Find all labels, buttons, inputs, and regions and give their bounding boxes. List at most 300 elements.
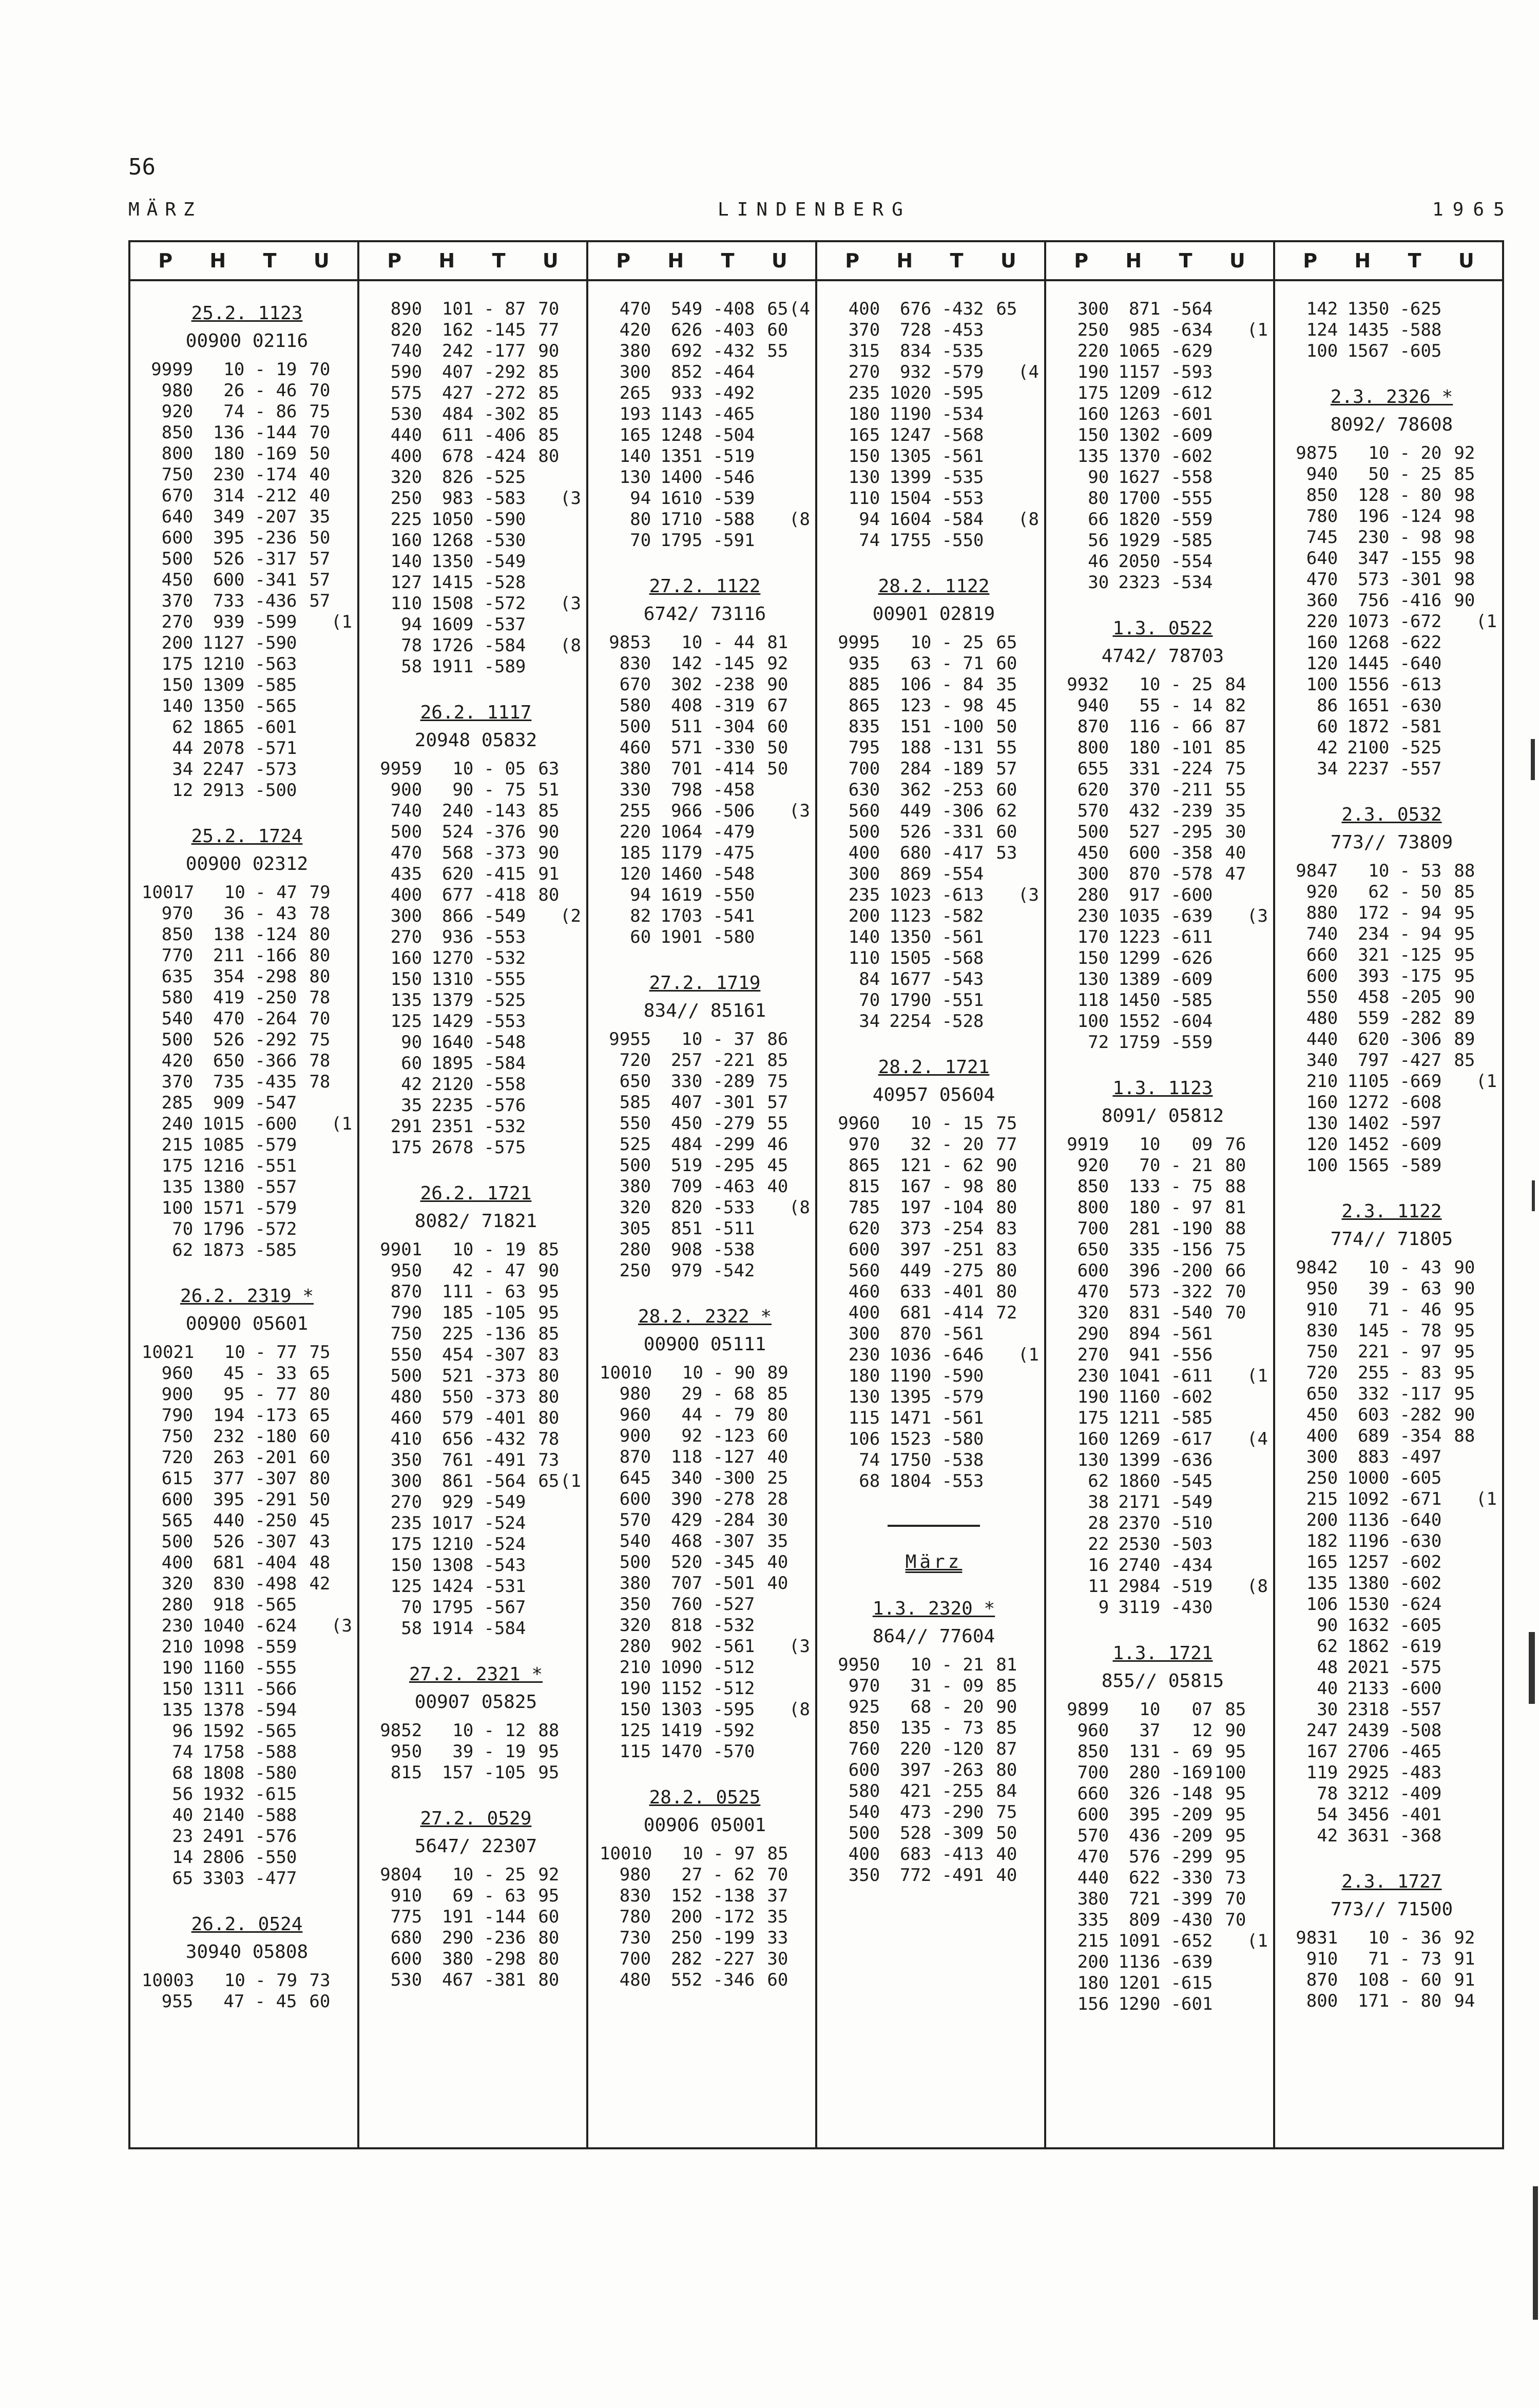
data-row — [1286, 966, 1497, 987]
height-value: 250 — [670, 1928, 703, 1948]
height-value: 2318 — [1347, 1699, 1390, 1720]
humidity-value: 70 — [309, 1008, 331, 1029]
height-value: 1017 — [431, 1513, 474, 1533]
pressure-value: 600 — [161, 1489, 194, 1510]
pressure-value: 800 — [1077, 737, 1109, 758]
pressure-value: 74 — [859, 530, 880, 551]
pressure-value: 124 — [1306, 320, 1338, 340]
humidity-value: 95 — [1454, 945, 1475, 965]
height-value: 871 — [1128, 299, 1161, 319]
data-row — [829, 1260, 1039, 1281]
height-value: 1023 — [889, 885, 932, 905]
pressure-value: 300 — [390, 906, 422, 926]
height-value: 797 — [1357, 1050, 1390, 1071]
temperature-value: -671 — [1399, 1489, 1442, 1509]
note-value: (3 — [560, 593, 582, 614]
temperature-value: -535 — [941, 341, 984, 361]
height-value: 47 — [223, 1991, 245, 2012]
pressure-value: 865 — [848, 1155, 880, 1176]
note-value — [330, 443, 352, 464]
pressure-value: 23 — [172, 1826, 194, 1847]
note-value — [1017, 530, 1039, 551]
humidity-value: 57 — [309, 591, 331, 611]
note-value — [330, 1574, 352, 1595]
pressure-value: 400 — [848, 1844, 880, 1865]
temperature-value: -605 — [1399, 1468, 1442, 1488]
data-row — [371, 1534, 581, 1555]
pressure-value: 350 — [619, 1594, 651, 1615]
temperature-value: -559 — [1170, 1032, 1213, 1053]
humidity-value — [755, 467, 788, 488]
temperature-value: - 86 — [255, 401, 297, 422]
note-value — [330, 945, 352, 966]
humidity-value — [297, 1198, 330, 1219]
temperature-value: -307 — [713, 1531, 755, 1551]
note-value — [1475, 1447, 1497, 1468]
height-value: 1865 — [202, 717, 245, 737]
height-value: 678 — [441, 446, 474, 467]
pressure-value: 235 — [390, 1513, 422, 1533]
height-value: 626 — [670, 320, 703, 340]
temperature-value: - 20 — [941, 1697, 984, 1717]
humidity-value — [526, 509, 559, 530]
note-value — [330, 987, 352, 1008]
note-value — [1475, 548, 1497, 569]
height-value: 330 — [670, 1071, 703, 1092]
note-value — [559, 1597, 581, 1618]
pressure-value: 300 — [848, 864, 880, 884]
height-value: 1523 — [889, 1429, 932, 1449]
sounding-code: 4742/ 78703 — [1101, 646, 1224, 667]
data-row — [1286, 569, 1497, 590]
temperature-value: -238 — [713, 674, 755, 695]
height-value: 10 — [1368, 861, 1390, 881]
note-value — [559, 843, 581, 864]
height-value: 622 — [1128, 1868, 1161, 1888]
data-row — [829, 1718, 1039, 1739]
height-value: 852 — [670, 362, 703, 382]
height-value: 1604 — [889, 509, 932, 530]
sounding-block — [1286, 385, 1497, 780]
temperature-value: -504 — [713, 425, 755, 445]
temperature-value: -639 — [1170, 1952, 1213, 1972]
temperature-value: -282 — [1399, 1008, 1442, 1028]
temperature-value: -512 — [713, 1657, 755, 1678]
pressure-value: 10010 — [600, 1363, 652, 1383]
data-row — [1057, 1597, 1268, 1618]
note-value — [1475, 590, 1497, 611]
temperature-value: -401 — [1399, 1804, 1442, 1825]
data-row — [371, 990, 581, 1011]
pressure-value: 480 — [1306, 1008, 1338, 1028]
height-value: 458 — [1357, 987, 1390, 1007]
humidity-value — [526, 1618, 559, 1639]
height-value: 108 — [1357, 1970, 1390, 1990]
humidity-value: 75 — [1225, 1239, 1246, 1260]
data-row — [1057, 1513, 1268, 1534]
note-value — [559, 1032, 581, 1053]
note-value — [559, 1928, 581, 1949]
temperature-value: -611 — [1170, 927, 1213, 947]
temperature-value: -138 — [713, 1886, 755, 1906]
data-row — [600, 509, 810, 530]
data-row — [1057, 1176, 1268, 1197]
height-value: 1269 — [1118, 1429, 1161, 1449]
height-value: 1270 — [431, 948, 474, 968]
data-row — [1286, 1134, 1497, 1155]
note-value — [559, 1260, 581, 1281]
pressure-value: 745 — [1306, 527, 1338, 548]
pressure-value: 730 — [619, 1928, 651, 1948]
note-value — [1017, 1239, 1039, 1260]
height-value: 354 — [213, 966, 245, 987]
height-value: 1450 — [1118, 990, 1161, 1011]
data-row — [142, 591, 352, 612]
pressure-value: 910 — [390, 1886, 422, 1906]
note-value — [1475, 1636, 1497, 1657]
height-value: 521 — [441, 1366, 474, 1386]
note-value — [1475, 716, 1497, 737]
temperature-value: -144 — [484, 1907, 526, 1927]
data-row — [142, 1531, 352, 1552]
height-value: 419 — [213, 987, 245, 1008]
temperature-value: -612 — [1170, 383, 1213, 403]
height-value: 2021 — [1347, 1657, 1390, 1678]
humidity-value — [1441, 1489, 1475, 1510]
data-row — [600, 1489, 810, 1510]
data-row — [142, 1030, 352, 1051]
height-value: 883 — [1357, 1447, 1390, 1467]
temperature-value: -528 — [941, 1011, 984, 1032]
note-value — [1246, 801, 1268, 822]
temperature-value: -532 — [713, 1615, 755, 1636]
temperature-value: -609 — [1170, 969, 1213, 989]
height-value: 550 — [441, 1387, 474, 1407]
humidity-value: 43 — [309, 1531, 331, 1552]
humidity-value: 51 — [538, 780, 560, 800]
temperature-value: -568 — [941, 948, 984, 968]
humidity-value — [297, 1721, 330, 1742]
note-value — [788, 1886, 810, 1907]
temperature-value: - 75 — [1170, 1176, 1213, 1197]
height-value: 929 — [441, 1492, 474, 1512]
pressure-value: 78 — [1317, 1783, 1338, 1804]
humidity-value — [526, 572, 559, 593]
note-value — [788, 1573, 810, 1594]
data-row — [829, 1176, 1039, 1197]
height-value: 2491 — [202, 1826, 245, 1847]
pressure-value: 74 — [172, 1742, 194, 1762]
data-row — [1286, 1804, 1497, 1826]
humidity-value — [984, 906, 1017, 927]
data-row — [371, 1720, 581, 1741]
note-value — [559, 1324, 581, 1345]
humidity-value — [755, 488, 788, 509]
data-row — [600, 1531, 810, 1552]
pressure-value: 9899 — [1067, 1699, 1109, 1720]
note-value — [1017, 1387, 1039, 1408]
data-row — [142, 1051, 352, 1072]
humidity-value: 80 — [767, 1405, 788, 1425]
humidity-value — [526, 593, 559, 614]
temperature-value: -104 — [941, 1197, 984, 1218]
humidity-value — [755, 1260, 788, 1281]
height-value: 568 — [441, 843, 474, 863]
sounding-date-time: 1.3. 1721 — [1112, 1643, 1213, 1664]
pressure-value: 540 — [619, 1531, 651, 1551]
humidity-value — [1441, 1531, 1475, 1552]
height-value: 1790 — [889, 990, 932, 1011]
temperature-value: -625 — [1399, 299, 1442, 319]
temperature-value: -652 — [1170, 1931, 1213, 1951]
note-value — [330, 654, 352, 675]
data-row — [1286, 1657, 1497, 1678]
note-value — [330, 359, 352, 380]
note-value — [1246, 1324, 1268, 1345]
height-value: 326 — [1128, 1783, 1161, 1804]
height-value: 407 — [441, 362, 474, 382]
data-row — [142, 1826, 352, 1847]
humidity-value — [984, 1471, 1017, 1492]
pressure-value: 150 — [161, 1679, 194, 1699]
height-value: 2140 — [202, 1805, 245, 1826]
note-value — [1017, 737, 1039, 759]
data-row — [1286, 1155, 1497, 1176]
humidity-value — [526, 1597, 559, 1618]
data-row — [829, 990, 1039, 1011]
note-value — [330, 1405, 352, 1426]
humidity-value: 66 — [1225, 1260, 1246, 1281]
humidity-value: 80 — [309, 1384, 331, 1405]
height-value: 62 — [1368, 882, 1390, 902]
data-row — [1057, 759, 1268, 780]
pressure-value: 600 — [848, 1239, 880, 1260]
pressure-value: 210 — [1306, 1071, 1338, 1092]
data-row — [371, 948, 581, 969]
data-row — [600, 1029, 810, 1050]
data-row — [371, 1597, 581, 1618]
humidity-value — [526, 948, 559, 969]
temperature-value: -506 — [713, 801, 755, 821]
temperature-value: -408 — [713, 299, 755, 319]
humidity-value: 94 — [1454, 1991, 1475, 2011]
pressure-value: 600 — [1306, 966, 1338, 986]
height-value: 1160 — [1118, 1387, 1161, 1407]
note-value — [330, 380, 352, 401]
data-row — [1286, 1029, 1497, 1050]
data-row — [1286, 1468, 1497, 1489]
temperature-value: -613 — [941, 885, 984, 905]
height-value: 1530 — [1347, 1594, 1390, 1615]
height-value: 188 — [899, 737, 932, 758]
data-row — [142, 1721, 352, 1742]
height-value: 263 — [213, 1447, 245, 1468]
sounding-code: 5647/ 22307 — [414, 1836, 537, 1857]
data-row — [1286, 1405, 1497, 1426]
humidity-value: 35 — [767, 1531, 788, 1551]
humidity-value — [526, 1576, 559, 1597]
note-value — [559, 1720, 581, 1741]
data-row — [371, 1387, 581, 1408]
humidity-value: 95 — [538, 1281, 560, 1302]
temperature-value: -169 — [255, 443, 297, 464]
humidity-value: 87 — [996, 1739, 1017, 1759]
data-row — [600, 488, 810, 509]
humidity-value: 40 — [767, 1552, 788, 1572]
pressure-value: 320 — [619, 1197, 651, 1218]
pressure-value: 190 — [1077, 362, 1109, 382]
pressure-value: 300 — [619, 362, 651, 382]
pressure-value: 180 — [848, 1366, 880, 1386]
humidity-value: 95 — [1454, 903, 1475, 923]
humidity-value — [1213, 1534, 1246, 1555]
humidity-value: 88 — [1454, 1426, 1475, 1446]
data-row — [1286, 1510, 1497, 1531]
data-row — [142, 1763, 352, 1784]
pressure-value: 300 — [1306, 1447, 1338, 1467]
note-value — [1475, 632, 1497, 653]
height-value: 709 — [670, 1176, 703, 1197]
temperature-value: -640 — [1399, 1510, 1442, 1530]
pressure-value: 400 — [390, 446, 422, 467]
height-value: 1064 — [660, 822, 703, 842]
height-value: 1015 — [202, 1114, 245, 1134]
humidity-value: 80 — [538, 1949, 560, 1969]
pressure-value: 42 — [401, 1074, 422, 1095]
pressure-value: 120 — [619, 864, 651, 884]
height-value: 571 — [670, 737, 703, 758]
temperature-value: -557 — [255, 1177, 297, 1197]
data-row — [371, 1450, 581, 1471]
height-value: 1157 — [1118, 362, 1161, 382]
note-value — [559, 404, 581, 425]
column-header — [130, 242, 357, 281]
pressure-value: 270 — [390, 1492, 422, 1512]
note-value — [1246, 759, 1268, 780]
pressure-value: 660 — [1306, 945, 1338, 965]
temperature-value: -212 — [255, 486, 297, 506]
note-value — [1246, 551, 1268, 572]
temperature-value: -414 — [713, 759, 755, 779]
note-value — [788, 1155, 810, 1176]
humidity-value: 90 — [767, 674, 788, 695]
height-value: 172 — [1357, 903, 1390, 923]
temperature-value: -535 — [941, 467, 984, 488]
note-value — [1246, 1804, 1268, 1826]
height-value: 10 — [224, 882, 245, 903]
sounding-block — [142, 1285, 352, 1889]
height-value: 1040 — [202, 1616, 245, 1636]
temperature-value: -579 — [255, 1135, 297, 1155]
temperature-value: -189 — [941, 759, 984, 779]
note-value — [559, 551, 581, 572]
data-row — [1286, 611, 1497, 632]
height-value: 1758 — [202, 1742, 245, 1762]
height-value: 3119 — [1118, 1597, 1161, 1618]
note-value — [330, 1700, 352, 1721]
data-row — [142, 528, 352, 549]
note-value — [1475, 1991, 1497, 2012]
pressure-value: 940 — [1306, 464, 1338, 484]
sounding-block — [1286, 803, 1497, 1176]
pressure-value: 160 — [1306, 1092, 1338, 1113]
humidity-value: 95 — [1225, 1847, 1246, 1867]
height-value: 397 — [899, 1760, 932, 1780]
humidity-value — [755, 822, 788, 843]
temperature-value: -263 — [941, 1760, 984, 1780]
data-row — [1286, 1113, 1497, 1134]
note-value — [1246, 1699, 1268, 1720]
pressure-value: 950 — [1306, 1278, 1338, 1299]
height-value: 257 — [670, 1050, 703, 1071]
sounding-code: 8091/ 05812 — [1101, 1105, 1224, 1127]
sounding-code: 00901 02819 — [872, 604, 995, 625]
temperature-value: -279 — [713, 1113, 755, 1134]
height-value: 335 — [1128, 1239, 1161, 1260]
sounding-date-time: 27.2. 0529 — [420, 1808, 532, 1829]
sounding-date-time: 26.2. 1117 — [420, 702, 532, 723]
note-value — [559, 1366, 581, 1387]
data-row — [1286, 1783, 1497, 1804]
humidity-value: 60 — [996, 653, 1017, 674]
note-value — [1017, 927, 1039, 948]
humidity-value — [526, 530, 559, 551]
data-row — [371, 1576, 581, 1597]
temperature-value: -558 — [484, 1074, 526, 1095]
data-row — [142, 1637, 352, 1658]
data-row — [142, 1868, 352, 1889]
humidity-value: 83 — [996, 1218, 1017, 1239]
note-value — [1017, 1781, 1039, 1802]
humidity-value: 95 — [538, 1762, 560, 1783]
note-value — [330, 1489, 352, 1510]
note-value — [788, 1405, 810, 1426]
humidity-value: 80 — [996, 1281, 1017, 1302]
note-value: (8 — [789, 1699, 811, 1720]
data-row — [1057, 509, 1268, 530]
temperature-value: -576 — [255, 1826, 297, 1847]
note-value — [788, 404, 810, 425]
temperature-value: -538 — [713, 1239, 755, 1260]
temperature-value: -404 — [255, 1552, 297, 1573]
column-header-label: H — [1125, 249, 1142, 272]
note-value — [788, 488, 810, 509]
height-value: 908 — [670, 1239, 703, 1260]
humidity-value: 91 — [1454, 1949, 1475, 1969]
temperature-value: -608 — [1399, 1092, 1442, 1113]
note-value — [1017, 1260, 1039, 1281]
temperature-value: -537 — [484, 614, 526, 635]
humidity-value — [1213, 927, 1246, 948]
humidity-value: 80 — [309, 945, 331, 966]
height-value: 142 — [670, 653, 703, 674]
pressure-value: 280 — [161, 1595, 194, 1615]
data-row — [371, 1053, 581, 1074]
height-value: 526 — [213, 1030, 245, 1050]
temperature-value: -561 — [941, 927, 984, 947]
temperature-value: -221 — [713, 1050, 755, 1071]
data-row — [1286, 1678, 1497, 1699]
temperature-value: -519 — [713, 446, 755, 467]
pressure-value: 500 — [619, 1552, 651, 1572]
note-value — [1475, 1008, 1497, 1029]
pressure-value: 110 — [390, 593, 422, 614]
temperature-value: - 37 — [713, 1029, 755, 1050]
humidity-value: 80 — [1225, 1155, 1246, 1176]
data-row — [1057, 1387, 1268, 1408]
note-value — [1017, 1823, 1039, 1844]
note-value — [559, 320, 581, 341]
